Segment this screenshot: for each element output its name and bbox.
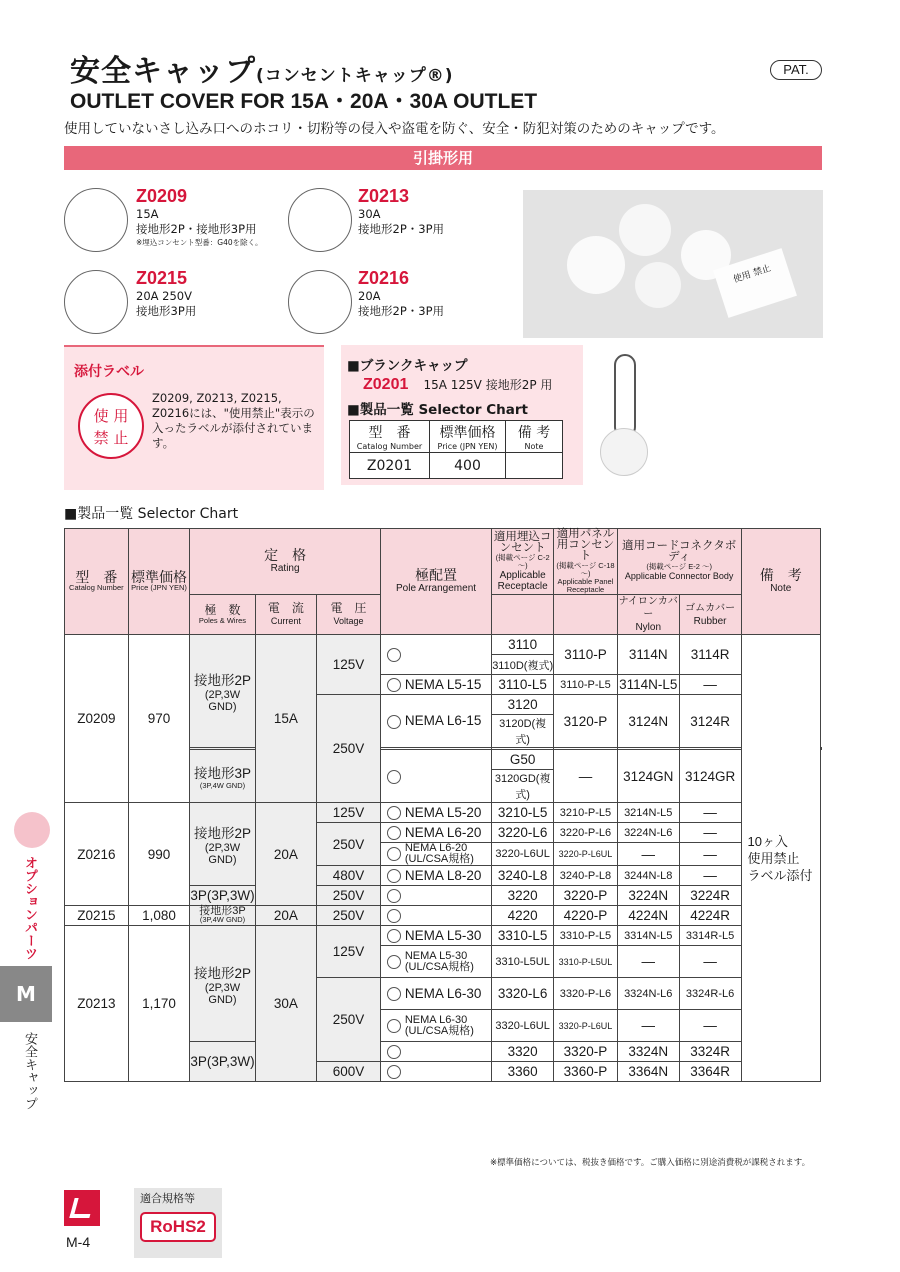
table-cell: 接地形3P (3P,4W GND) xyxy=(190,750,255,803)
table-cell: NEMA L6-30 xyxy=(380,978,491,1010)
plug-face-icon xyxy=(64,270,128,334)
model-z0216 xyxy=(358,268,444,319)
table-cell: 3220-L6 xyxy=(492,823,554,843)
table-cell: G50 xyxy=(492,750,554,770)
pole-diagram-icon xyxy=(387,869,401,883)
standards-label: 適合規格等 xyxy=(140,1192,195,1205)
table-cell: NEMA L6-20 xyxy=(380,823,491,843)
table-cell: 20A xyxy=(255,906,317,926)
table-cell: 適用埋込コンセント (掲載ページ C-2～) Applicable Receptacle xyxy=(492,529,554,595)
table-cell: NEMA L5-30 (UL/CSA規格) xyxy=(380,946,491,978)
table-cell: 適用パネル用コンセント (掲載ページ C-18～) Applicable Panel Receptacle xyxy=(554,529,618,595)
cap-shape xyxy=(567,236,625,294)
table-cell: 3124GN xyxy=(617,750,679,803)
table-cell: — xyxy=(617,1010,679,1042)
patent-badge: PAT. xyxy=(770,60,822,80)
table-cell: NEMA L8-20 xyxy=(380,866,491,886)
pole-diagram-icon xyxy=(387,987,401,1001)
sidebar-letter-tab[interactable]: M xyxy=(0,966,52,1022)
table-cell: 3114N xyxy=(617,635,679,675)
table-cell: 定 格 Rating xyxy=(190,529,381,595)
plug-face-icon xyxy=(288,188,352,252)
table-cell: 250V xyxy=(317,695,381,803)
blank-cap-code: Z0201 xyxy=(363,376,409,393)
table-cell: 電 圧 Voltage xyxy=(317,595,381,635)
table-cell: 3310-P-L5 xyxy=(554,926,618,946)
table-cell: 3120-P xyxy=(554,695,618,748)
table-cell: — xyxy=(679,675,741,695)
table-cell: 3320-L6UL xyxy=(492,1010,554,1042)
table-cell xyxy=(380,1062,491,1082)
table-cell: NEMA L5-20 xyxy=(380,803,491,823)
table-cell: 3110 xyxy=(492,635,554,655)
warning-label-sheet: 使用 禁止 xyxy=(713,248,797,318)
table-cell: — xyxy=(679,866,741,886)
pole-diagram-icon xyxy=(387,648,401,662)
table-cell: — xyxy=(617,946,679,978)
sidebar-category: オプションパーツ xyxy=(22,856,37,960)
pole-diagram-icon xyxy=(387,909,401,923)
pole-diagram-icon xyxy=(387,1045,401,1059)
model-spec: 接地形2P・3P用 xyxy=(358,304,445,318)
blank-cap-table xyxy=(349,420,563,479)
table-cell: 3224R xyxy=(679,886,741,906)
table-cell: 極 数 Poles & Wires xyxy=(190,595,255,635)
table-cell: 3220-P xyxy=(554,886,618,906)
table-cell: — xyxy=(679,843,741,866)
table-cell: 接地形2P (2P,3W GND) xyxy=(190,926,255,1042)
table-cell xyxy=(821,748,822,750)
table-cell: NEMA L5-15 xyxy=(380,675,491,695)
note-cell: 10ヶ入 使用禁止 ラベル添付 xyxy=(741,635,820,1082)
table-cell: Z0209 xyxy=(65,635,129,803)
table-cell xyxy=(506,453,563,479)
table-cell: 125V xyxy=(317,803,381,823)
table-cell: 電 流 Current xyxy=(255,595,317,635)
selector-heading: ■製品一覧 Selector Chart xyxy=(64,506,239,522)
table-cell: 3120GD(複式) xyxy=(492,770,554,803)
stamp-text: 使 用 xyxy=(93,407,129,425)
sidebar-subtitle: 安全キャップ xyxy=(22,1032,37,1110)
table-cell: NEMA L5-30 xyxy=(380,926,491,946)
table-cell: 15A xyxy=(255,635,317,803)
table-cell: 3364R xyxy=(679,1062,741,1082)
table-cell: 250V xyxy=(317,823,381,866)
table-cell: 3220 xyxy=(492,886,554,906)
attached-label-box xyxy=(64,345,324,490)
table-cell: 3120 xyxy=(492,695,554,715)
table-cell: 3110-L5 xyxy=(492,675,554,695)
table-cell xyxy=(380,906,491,926)
table-cell: 接地形2P (2P,3W GND) xyxy=(190,635,255,748)
label-box-text: Z0209, Z0213, Z0215, Z0216には、"使用禁止"表示の入ったラベルが添付されています。 xyxy=(152,391,315,450)
blank-cap-box xyxy=(341,345,583,485)
blank-cap-heading: ■ブランクキャップ xyxy=(347,358,468,374)
table-cell: 3124GR xyxy=(679,750,741,803)
table-cell: 1,080 xyxy=(128,906,190,926)
table-cell: 3P(3P,3W) xyxy=(190,1042,255,1082)
model-spec: 接地形3P用 xyxy=(136,304,197,318)
table-cell xyxy=(380,886,491,906)
table-cell: 備 考 Note xyxy=(506,421,563,453)
model-code: Z0213 xyxy=(358,186,410,206)
table-cell: 接地形2P (2P,3W GND) xyxy=(190,803,255,886)
model-z0215 xyxy=(136,268,196,319)
table-cell: 3110-P xyxy=(554,635,618,675)
table-cell: 3364N xyxy=(617,1062,679,1082)
model-code: Z0216 xyxy=(358,268,410,288)
label-box-title: 添付ラベル xyxy=(74,364,144,380)
table-cell: 3220-P-L6 xyxy=(554,823,618,843)
table-cell: 3224N-L6 xyxy=(617,823,679,843)
pole-diagram-icon xyxy=(387,806,401,820)
table-cell: 3210-L5 xyxy=(492,803,554,823)
table-cell: 標準価格 Price (JPN YEN) xyxy=(128,529,190,635)
table-cell: 30A xyxy=(255,926,317,1082)
page-title: 安全キャップ(コンセントキャップ®) xyxy=(70,54,454,89)
description: 使用していないさし込み口へのホコリ・切粉等の侵入や盗電を防ぐ、安全・防犯対策のためのキャップです。 xyxy=(64,121,725,137)
table-cell: 3220-L6UL xyxy=(492,843,554,866)
table-cell: 3324R xyxy=(679,1042,741,1062)
table-cell: 4224N xyxy=(617,906,679,926)
model-note: ※埋込コンセント型番：G40を除く。 xyxy=(136,238,263,247)
table-cell xyxy=(492,595,554,635)
product-photo xyxy=(523,190,823,338)
brand-logo xyxy=(64,1190,100,1226)
table-cell: 3360 xyxy=(492,1062,554,1082)
pole-diagram-icon xyxy=(387,929,401,943)
table-cell: 970 xyxy=(128,635,190,803)
pole-diagram-icon xyxy=(387,889,401,903)
table-cell: 3110-P-L5 xyxy=(554,675,618,695)
table-cell: 4220-P xyxy=(554,906,618,926)
blank-chart-heading: ■製品一覧 Selector Chart xyxy=(347,402,528,418)
table-cell: 400 xyxy=(430,453,506,479)
pole-diagram-icon xyxy=(387,678,401,692)
table-cell: 4224R xyxy=(679,906,741,926)
table-cell: 600V xyxy=(317,1062,381,1082)
cap-shape xyxy=(600,428,648,476)
model-spec: 20A 250V xyxy=(136,289,192,303)
table-cell: NEMA L6-20 (UL/CSA規格) xyxy=(380,843,491,866)
table-cell: 3120D(複式) xyxy=(492,715,554,748)
model-spec: 15A xyxy=(136,207,159,221)
table-cell: 標準価格 Price (JPN YEN) xyxy=(430,421,506,453)
table-cell: 3324N-L6 xyxy=(617,978,679,1010)
page-number: M-4 xyxy=(66,1234,91,1250)
wire-loop xyxy=(614,354,636,438)
table-cell: — xyxy=(679,823,741,843)
plug-face-icon xyxy=(288,270,352,334)
footnote: ※標準価格については、税抜き価格です。ご購入価格に別途消費税が課税されます。 xyxy=(490,1158,811,1168)
selector-table xyxy=(64,528,822,1082)
table-cell: 極配置 Pole Arrangement xyxy=(380,529,491,635)
table-cell: 3310-L5 xyxy=(492,926,554,946)
table-cell: 型 番 Catalog Number xyxy=(65,529,129,635)
table-cell: — xyxy=(617,843,679,866)
table-cell: 3320-P-L6UL xyxy=(554,1010,618,1042)
table-cell: 3310-P-L5UL xyxy=(554,946,618,978)
table-cell: 3110D(複式) xyxy=(492,655,554,675)
table-cell: — xyxy=(679,946,741,978)
table-cell: 3324N xyxy=(617,1042,679,1062)
table-cell: 3320-P-L6 xyxy=(554,978,618,1010)
model-code: Z0209 xyxy=(136,186,188,206)
model-z0213 xyxy=(358,186,444,237)
table-cell: 480V xyxy=(317,866,381,886)
table-cell: Z0201 xyxy=(350,453,430,479)
table-cell: 3114N-L5 xyxy=(617,675,679,695)
model-spec: 接地形2P・3P用 xyxy=(358,222,445,236)
rohs-badge: RoHS2 xyxy=(140,1212,216,1242)
table-cell: 3310-L5UL xyxy=(492,946,554,978)
table-cell: 3114R xyxy=(679,635,741,675)
table-cell: 3320 xyxy=(492,1042,554,1062)
table-cell: 3240-P-L8 xyxy=(554,866,618,886)
pole-diagram-icon xyxy=(387,847,401,861)
stamp-text: 禁 止 xyxy=(93,429,129,447)
pole-diagram-icon xyxy=(387,770,401,784)
table-cell: Z0216 xyxy=(65,803,129,906)
table-cell: NEMA L6-30 (UL/CSA規格) xyxy=(380,1010,491,1042)
table-cell xyxy=(554,595,618,635)
table-cell: 接地形3P (3P,4W GND) xyxy=(190,906,255,926)
table-cell: 250V xyxy=(317,886,381,906)
table-cell: 3314R-L5 xyxy=(679,926,741,946)
blank-cap-model xyxy=(363,374,552,394)
table-cell: 3220-P-L6UL xyxy=(554,843,618,866)
table-cell: Z0215 xyxy=(65,906,129,926)
prohibit-stamp xyxy=(78,393,144,459)
page-subtitle: (コンセントキャップ®) xyxy=(256,66,454,86)
table-cell: — xyxy=(554,750,618,803)
model-code: Z0215 xyxy=(136,268,188,288)
table-cell: 3324R-L6 xyxy=(679,978,741,1010)
table-cell: 3210-P-L5 xyxy=(554,803,618,823)
table-cell: 990 xyxy=(128,803,190,906)
blank-cap-desc: 15A 125V 接地形2P 用 xyxy=(423,378,553,392)
table-cell: 3124R xyxy=(679,695,741,748)
table-cell: 3314N-L5 xyxy=(617,926,679,946)
table-cell xyxy=(380,1042,491,1062)
blank-cap-photo xyxy=(598,350,658,490)
plug-face-icon xyxy=(64,188,128,252)
model-spec: 20A xyxy=(358,289,381,303)
table-cell: 1,170 xyxy=(128,926,190,1082)
pole-diagram-icon xyxy=(387,1019,401,1033)
table-cell: 250V xyxy=(317,978,381,1062)
section-bar: 引掛形用 xyxy=(64,146,822,170)
table-cell: 適用コードコネクタボディ (掲載ページ E-2 ～) Applicable Connector Body xyxy=(617,529,741,595)
table-cell: 3360-P xyxy=(554,1062,618,1082)
pole-diagram-icon xyxy=(387,715,401,729)
table-cell: ナイロンカバー Nylon xyxy=(618,596,678,633)
table-cell: 3P(3P,3W) xyxy=(190,886,255,906)
table-cell: 3320-L6 xyxy=(492,978,554,1010)
table-cell: 3244N-L8 xyxy=(617,866,679,886)
table-cell: 3224N xyxy=(617,886,679,906)
table-cell: NEMA L6-15 xyxy=(380,695,491,748)
model-spec: 接地形2P・接地形3P用 xyxy=(136,222,257,236)
table-cell xyxy=(380,750,491,803)
table-cell: 125V xyxy=(317,926,381,978)
pole-diagram-icon xyxy=(387,826,401,840)
table-cell: 125V xyxy=(317,635,381,695)
table-cell: 3214N-L5 xyxy=(617,803,679,823)
table-cell: 3240-L8 xyxy=(492,866,554,886)
table-cell: — xyxy=(679,1010,741,1042)
pole-diagram-icon xyxy=(387,1065,401,1079)
table-cell: 3320-P xyxy=(554,1042,618,1062)
table-cell: 4220 xyxy=(492,906,554,926)
table-cell: ゴムカバー Rubber xyxy=(679,595,741,635)
table-cell xyxy=(380,635,491,675)
table-cell: Z0213 xyxy=(65,926,129,1082)
table-cell: 20A xyxy=(255,803,317,906)
category-icon xyxy=(14,812,50,848)
english-title: OUTLET COVER FOR 15A・20A・30A OUTLET xyxy=(70,90,538,113)
model-z0209 xyxy=(136,186,263,248)
model-spec: 30A xyxy=(358,207,381,221)
pole-diagram-icon xyxy=(387,955,401,969)
cap-shape xyxy=(619,204,671,256)
table-cell: 250V xyxy=(317,906,381,926)
table-cell: — xyxy=(679,803,741,823)
table-cell: 3124N xyxy=(617,695,679,748)
cap-shape xyxy=(635,262,681,308)
table-cell: 備 考 Note xyxy=(741,529,820,635)
table-cell: 型 番 Catalog Number xyxy=(350,421,430,453)
